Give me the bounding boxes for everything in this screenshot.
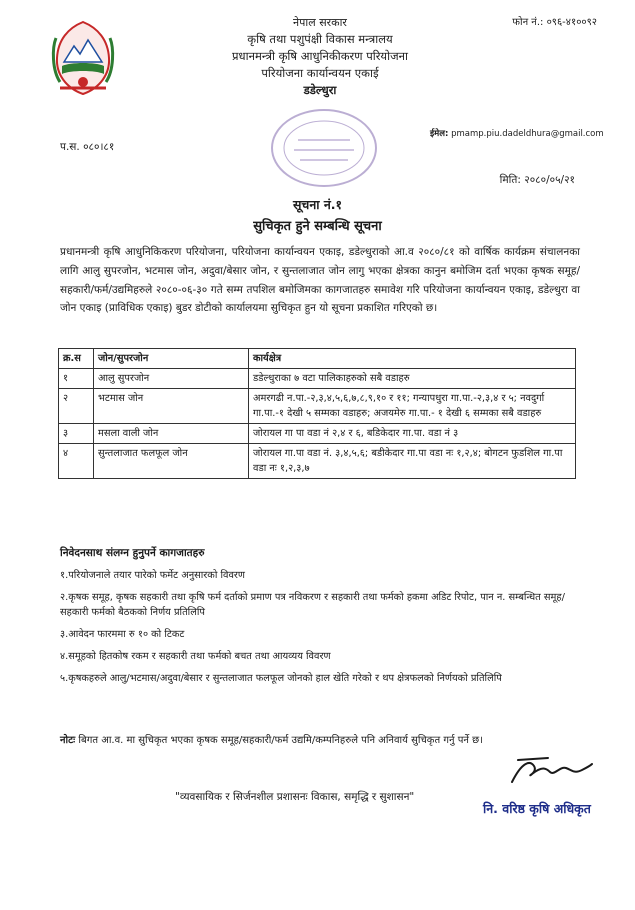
table-row xyxy=(59,369,576,389)
email-label: ईमेल: xyxy=(430,129,449,139)
motto: "व्यवसायिक र सिर्जनशील प्रशासनः विकास, समृद्धि र सुशासन" xyxy=(175,791,415,803)
row-sn: १ xyxy=(59,369,94,389)
row-area: डडेल्धुराका ७ वटा पालिकाहरुको सबै वडाहरु xyxy=(249,369,576,389)
zone-table xyxy=(58,348,576,479)
government-emblem-icon xyxy=(50,18,116,98)
column-header-area: कार्यक्षेत्र xyxy=(249,349,576,369)
phone-number: फोन नं.: ०९६-४१००९२ xyxy=(512,17,597,28)
column-header-zone: जोन/सुपरजोन xyxy=(94,349,249,369)
signatory-title: नि. वरिष्ठ कृषि अधिकृत xyxy=(483,801,591,816)
row-area: जोरायल गा पा वडा नं २,४ र ६, बडिकेदार गा.पा. वडा नं ३ xyxy=(249,424,576,444)
email-line xyxy=(430,128,604,139)
list-item: ४.समूहको हितकोष रकम र सहकारी तथा फर्मको बचत तथा आयव्यय विवरण xyxy=(60,651,331,662)
list-item: २.कृषक समूह, कृषक सहकारी तथा कृषि फर्म दर्ताको प्रमाण पत्र नविकरण र सहकारी तथा फर्मको हकमा अडिट रिपोट, पान न. सम्बन्धित समूह/सहकारी फर्मको बैठकको निर्णय प्रतिलिपि xyxy=(60,592,565,618)
letterhead xyxy=(150,14,490,99)
row-sn: ३ xyxy=(59,424,94,444)
office-stamp-icon xyxy=(268,106,380,190)
documents-heading: निवेदनसाथ संलग्न हुनुपर्ने कागजातहरु xyxy=(60,547,205,559)
notice-title: सुचिकृत हुने सम्बन्धि सूचना xyxy=(253,219,382,234)
table-row xyxy=(59,389,576,424)
list-item: ३.आवेदन फारममा रु १० को टिकट xyxy=(60,629,185,640)
table-row xyxy=(59,424,576,444)
letter-date: मिति: २०८०/०५/२१ xyxy=(499,174,575,186)
letterhead-line-4: परियोजना कार्यान्वयन एकाई xyxy=(261,66,379,80)
row-zone: सुन्तलाजात फलफूल जोन xyxy=(94,444,249,479)
list-item: १.परियोजनाले तयार पारेको फर्मेट अनुसारको विवरण xyxy=(60,570,245,581)
list-item: ५.कृषकहरुले आलु/भटमास/अदुवा/बेसार र सुन्तलाजात फलफूल जोनको हाल खेति गरेको र थप क्षेत्रफलको निर्णयको प्रतिलिपि xyxy=(60,673,502,684)
row-area: जोरायल गा.पा वडा नं. ३,४,५,६; बडीकेदार गा.पा वडा नः १,२,४; बोगटन फुडशिल गा.पा वडा नः १,२,३,७ xyxy=(249,444,576,479)
notice-number: सूचना नं.१ xyxy=(292,197,343,212)
reference-number: प.स. ०८०।८१ xyxy=(60,141,115,153)
note xyxy=(60,732,580,749)
row-zone: आलु सुपरजोन xyxy=(94,369,249,389)
letterhead-line-1: नेपाल सरकार xyxy=(293,16,347,29)
row-area: अमरगढी न.पा.-२,३,४,५,६,७,८,९,१० र ११; गन्यापधुरा गा.पा.-२,३,४ र ५; नवदुर्गा गा.पा.-१ देखी ५ सम्मका वडाहरु; अजयमेरु गा.पा.- १ देखी ६ सम्मका सबै वडाहरु xyxy=(249,389,576,424)
row-sn: ४ xyxy=(59,444,94,479)
row-sn: २ xyxy=(59,389,94,424)
letterhead-line-2: कृषि तथा पशुपंक्षी विकास मन्त्रालय xyxy=(247,32,393,46)
notice-body: प्रधानमन्त्री कृषि आधुनिकिकरण परियोजना, परियोजना कार्यान्वयन एकाइ, डडेल्धुराको आ.व २०८०/८१ को वार्षिक कार्यक्रम संचालनका लागि आलु सुपरजोन, भटमास जोन, अदुवा/बेसार जोन, र सुन्तलाजात जोन लागु भएका क्षेत्रका कानुन बमोजिम दर्ता भएका कृषक समूह/सहकारी/फर्म/उद्यमिहरुले २०८०-०६-३० गते सम्म तपशिल बमोजिमका कागजातहरु समावेश गरि परियोजना कार्यान्वयन एकाइ, डडेल्धुरा वा जोन एकाइ (प्राविधिक एकाइ) बुडर डोटीको कार्यालयमा सुचिकृत हुन यो सूचना प्रकाशित गरिएको छ। xyxy=(60,246,580,315)
letterhead-line-5: डडेल्धुरा xyxy=(303,83,337,97)
handwritten-signature-icon xyxy=(508,752,594,792)
column-header-sn: क्र.स xyxy=(59,349,94,369)
note-text: बिगत आ.व. मा सुचिकृत भएका कृषक समूह/सहकारी/फर्म उद्यमि/कम्पनिहरुले पनि अनिवार्य सुचिकृत गर्नु पर्ने छ। xyxy=(78,735,483,746)
table-row xyxy=(59,444,576,479)
letterhead-line-3: प्रधानमन्त्री कृषि आधुनिकीकरण परियोजना xyxy=(232,49,408,63)
documents-list xyxy=(60,568,580,693)
note-label: नोटः xyxy=(60,735,76,746)
table-header-row xyxy=(59,349,576,369)
row-zone: मसला वाली जोन xyxy=(94,424,249,444)
email-address[interactable]: pmamp.piu.dadeldhura@gmail.com xyxy=(451,129,604,139)
row-zone: भटमास जोन xyxy=(94,389,249,424)
